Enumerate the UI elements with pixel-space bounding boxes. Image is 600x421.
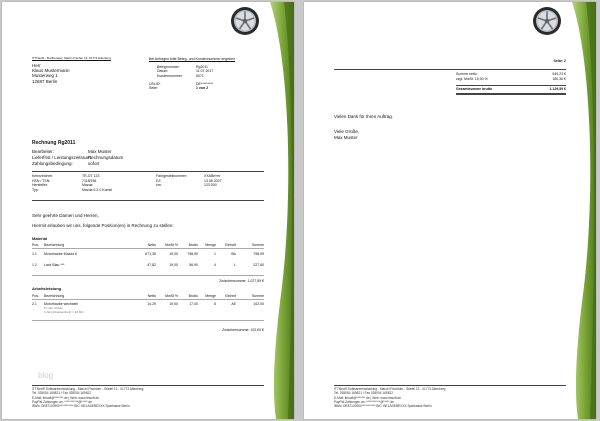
footer — [334, 387, 445, 409]
cell-vat: 19,00 — [169, 263, 178, 267]
meta-label: USt-ID: — [149, 82, 161, 86]
vehicle-value: 7118/256 — [82, 178, 97, 183]
signer-name: Max Muster — [334, 135, 358, 140]
vehicle-label: Hersteller: — [32, 183, 48, 188]
subtotal-labor: Zwischensumme: 102,00 € — [222, 328, 264, 332]
meta-value: Rg2011 — [196, 65, 209, 69]
footer-line: Tel. 035054 169821 / Fax 035054 169822 — [334, 391, 394, 396]
col-header: Einheit — [225, 294, 236, 298]
col-header: MwSt % — [165, 294, 178, 298]
recipient-salutation: Herr — [32, 63, 41, 68]
vehicle-value: XXABrrrrrr — [204, 174, 221, 178]
regards-text: Viele Grüße, — [334, 129, 360, 134]
row-note: 1h inkl. Abbau — [44, 306, 63, 310]
invoice-info — [32, 149, 148, 166]
col-header: Netto — [147, 243, 156, 247]
footer-line: ITTNeoR Softwareentwicklung - Marcel Fischbier - Stiefel 13 - 01773 Altenberg — [32, 387, 144, 391]
table-row — [32, 263, 264, 267]
col-header: Bezeichnung — [44, 243, 65, 247]
vehicle-label: Kennzeichen: — [32, 174, 54, 178]
invoice-title: Rechnung Rg2011 — [32, 140, 76, 146]
page-number: Seite: 2 — [553, 59, 566, 63]
cell-pos: 1.2 — [32, 263, 37, 267]
info-label: Bearbeiter: — [32, 149, 55, 154]
info-value: Rechnungsdatum — [88, 154, 124, 160]
cell-net: 671,35 — [145, 252, 156, 256]
footer-line: E-Mail: itnsoft@*******.de | Web: www.itnsoft.de — [334, 395, 402, 400]
table-header — [32, 294, 264, 298]
cell-unit: Stk — [230, 252, 236, 256]
col-header: Menge — [205, 294, 216, 298]
grand-total-value: 1.129,59 € — [549, 87, 566, 91]
vehicle-value: Mazda 6 2.0 Kombi — [82, 188, 113, 193]
footer-divider — [334, 385, 566, 386]
vehicle-value: Mazda — [82, 183, 93, 188]
vehicle-label: EZ: — [156, 178, 162, 183]
greeting: Sehr geehrte Damen und Herren, — [32, 213, 99, 218]
totals — [456, 72, 566, 81]
footer-line: PayPal-Zahlungen an: ***********@*****.de — [334, 399, 394, 404]
vehicle-details — [32, 174, 244, 192]
intro-text: Hiermit erlauben wir uns, folgende Position(en) in Rechnung zu stellen: — [32, 223, 174, 228]
footer-line: Tel. 035054 169821 / Fax 035054 169822 — [32, 391, 92, 396]
vehicle-label: km: — [156, 183, 162, 188]
grand-total — [456, 87, 566, 91]
sender-line: ITTNeoR - Dorfbereiter, Martin Fischer 13, 01773 Altenberg — [32, 56, 111, 60]
cell-sum: 227,60 — [253, 263, 264, 267]
cell-vat: 19,00 — [169, 252, 178, 256]
col-header: Summe — [251, 243, 264, 247]
total-value: 180,36 € — [552, 76, 566, 81]
meta-label: Kundennummer: — [157, 73, 183, 78]
invoice-page-2 — [304, 2, 596, 419]
cell-qty: 1 — [214, 252, 216, 256]
cell-net: 14,29 — [147, 302, 156, 306]
cell-gross: 56,90 — [189, 263, 198, 267]
green-swoosh-decoration — [250, 2, 294, 419]
divider — [32, 248, 264, 249]
green-swoosh-decoration — [552, 2, 596, 419]
cell-gross: 798,90 — [187, 252, 198, 256]
col-header: MwSt % — [165, 243, 178, 247]
footer — [32, 387, 143, 409]
grand-total-label: Gesamtsumme brutto — [456, 87, 493, 91]
col-header: Brutto — [188, 294, 198, 298]
cell-qty: 6 — [214, 302, 216, 306]
col-header: Einheit — [225, 243, 236, 247]
footer-line: IBAN: DE87100900*********** BIC: BELADEBEXXX Sparkasse Berlin — [32, 404, 130, 409]
alloy-wheel-logo — [532, 6, 562, 36]
col-header: Pos. — [32, 243, 40, 247]
meta-value: DE********* — [196, 82, 214, 86]
vehicle-label: Fahrgestellnummer: — [156, 174, 188, 178]
info-value: Max Muster — [88, 149, 112, 154]
cell-unit: AE — [231, 302, 236, 306]
section-title-labor: Arbeitsleistung — [32, 286, 62, 291]
cell-net: 47,82 — [147, 263, 156, 267]
total-label: zzgl. MwSt. 19,00 % — [456, 76, 488, 81]
divider — [32, 299, 264, 300]
meta-value: 5071 — [196, 73, 204, 78]
col-header: Menge — [205, 243, 216, 247]
recipient-city: 12687 Berlin — [32, 79, 58, 84]
cell-qty: 4 — [214, 263, 216, 267]
cell-sum: 102,00 — [253, 302, 264, 306]
col-header: Pos. — [32, 294, 40, 298]
recipient-name: Klaus Mustermann — [32, 68, 70, 73]
divider — [456, 85, 566, 86]
total-label: Summe netto — [456, 72, 477, 76]
vehicle-label: HSN / TSN: — [32, 178, 51, 183]
meta-value: 1 von 2 — [196, 86, 209, 91]
divider — [32, 275, 264, 276]
alloy-wheel-logo — [230, 6, 260, 36]
divider — [32, 200, 264, 201]
invoice-page-1 — [2, 2, 294, 419]
info-label: Zahlungsbedingung: — [32, 160, 73, 166]
blog-watermark: blog — [38, 371, 54, 380]
cell-vat: 19,00 — [169, 302, 178, 306]
section-title-material: Material — [32, 236, 48, 241]
meta-label: Belegnummer: — [157, 65, 180, 69]
cell-desc: Motorhaube wechseln — [44, 302, 79, 306]
cell-pos: 1.1 — [32, 252, 37, 256]
cell-desc: Motorhaube Mazda 6 — [44, 252, 78, 256]
vehicle-label — [156, 188, 204, 192]
divider — [32, 320, 264, 321]
vehicle-value: TR-GT 123 — [82, 174, 100, 178]
meta-label: Seite: — [149, 86, 158, 91]
info-label: Lieferfrist / Leistungszeitraum: — [32, 154, 93, 160]
info-value: sofort — [88, 160, 100, 166]
divider — [334, 69, 566, 70]
vehicle-value: 123.000 — [204, 183, 217, 188]
vehicle-value — [204, 188, 244, 192]
meta-label: Datum: — [157, 69, 169, 74]
document-meta-lower — [149, 82, 236, 91]
footer-line: PayPal-Zahlungen an: ***********@*****.de — [32, 399, 92, 404]
col-header: Netto — [147, 294, 156, 298]
cell-pos: 2.1 — [32, 302, 37, 306]
total-value: 949,23 € — [552, 72, 566, 76]
recipient-street: Musterweg 1 — [32, 73, 58, 78]
col-header: Brutto — [188, 243, 198, 247]
table-row — [32, 302, 264, 306]
cell-unit: L — [234, 263, 236, 267]
footer-divider — [32, 385, 264, 386]
footer-line: E-Mail: itnsoft@*******.de | Web: www.itnsoft.de — [32, 395, 100, 400]
document-meta — [157, 65, 236, 78]
reference-note: Bei Anfragen bitte Beleg- und Kundennummer angeben — [149, 57, 236, 61]
col-header: Summe — [251, 294, 264, 298]
cell-sum: 798,99 — [253, 252, 264, 256]
cell-desc: Lack Blau *** — [44, 263, 65, 267]
row-note: 1 AE (Arbeitseinheit) = 10 Min — [44, 310, 84, 314]
meta-value: 11.07.2017 — [196, 69, 214, 74]
vehicle-label: Typ: — [32, 188, 39, 193]
cell-gross: 17,00 — [189, 302, 198, 306]
subtotal-material: Zwischensumme: 1.027,59 € — [219, 279, 264, 283]
table-row — [32, 252, 264, 256]
col-header: Bezeichnung — [44, 294, 65, 298]
footer-line: IBAN: DE87100900*********** BIC: BELADEBEXXX Sparkasse Berlin — [334, 404, 432, 409]
divider — [32, 171, 264, 172]
vehicle-value: 13.08.2007 — [204, 178, 222, 183]
footer-line: ITTNeoR Softwareentwicklung - Marcel Fischbier - Stiefel 13 - 01773 Altenberg — [334, 387, 446, 391]
divider — [456, 94, 566, 95]
thanks-text: Vielen Dank für Ihren Auftrag. — [334, 114, 393, 119]
table-header — [32, 243, 264, 247]
